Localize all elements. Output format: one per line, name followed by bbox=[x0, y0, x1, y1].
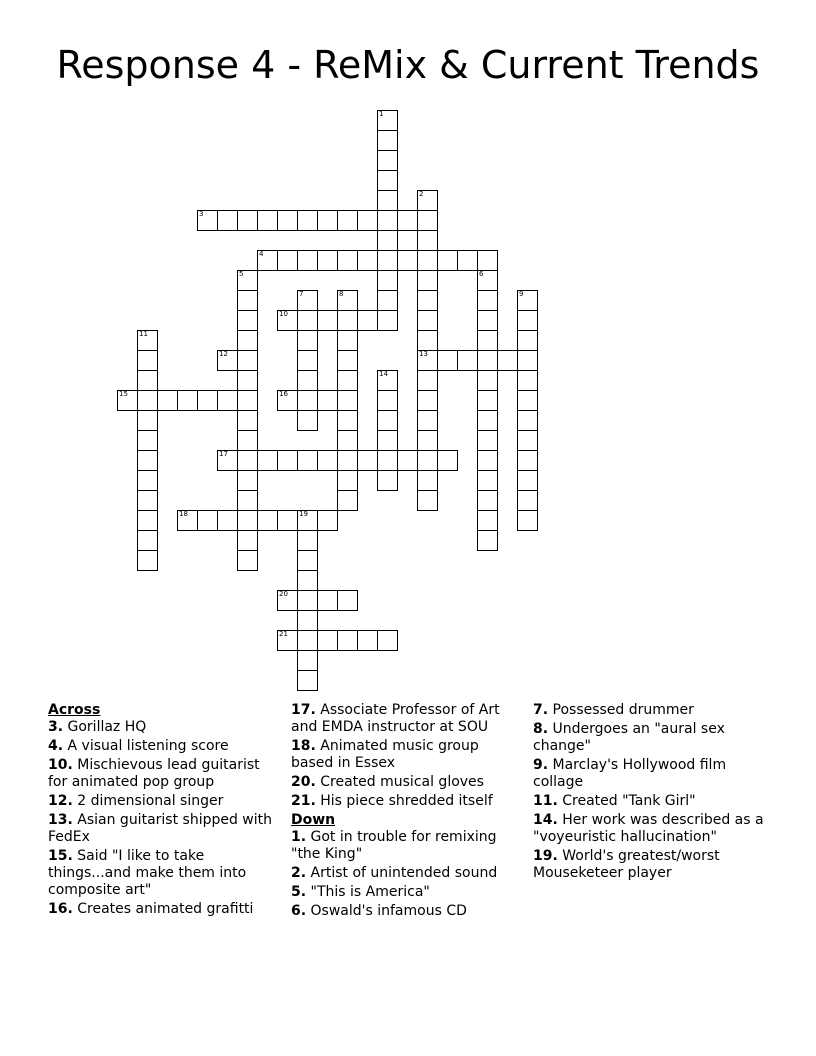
clue-number-label: 4. bbox=[48, 738, 64, 754]
grid-cell[interactable] bbox=[377, 430, 398, 451]
grid-cell[interactable] bbox=[397, 250, 418, 271]
grid-cell[interactable] bbox=[517, 370, 538, 391]
grid-cell[interactable] bbox=[297, 310, 318, 331]
grid-cell[interactable] bbox=[237, 470, 258, 491]
grid-cell[interactable] bbox=[297, 210, 318, 231]
grid-cell[interactable] bbox=[337, 250, 358, 271]
grid-cell[interactable] bbox=[417, 430, 438, 451]
grid-cell[interactable] bbox=[477, 270, 498, 291]
across-clue bbox=[291, 702, 521, 736]
clue-number-label: 17. bbox=[291, 702, 316, 718]
clue-number: 8 bbox=[339, 290, 344, 298]
grid-cell[interactable] bbox=[137, 330, 158, 351]
grid-cell[interactable] bbox=[337, 490, 358, 511]
clue-number-label: 13. bbox=[48, 812, 73, 828]
grid-cell[interactable] bbox=[277, 390, 298, 411]
down-clue bbox=[533, 721, 768, 755]
grid-cell[interactable] bbox=[357, 250, 378, 271]
clue-text: Undergoes an "aural sex change" bbox=[533, 721, 725, 754]
grid-cell[interactable] bbox=[337, 470, 358, 491]
grid-cell[interactable] bbox=[337, 450, 358, 471]
clue-text: Asian guitarist shipped with FedEx bbox=[48, 812, 273, 845]
grid-cell[interactable] bbox=[297, 370, 318, 391]
grid-cell[interactable] bbox=[257, 210, 278, 231]
grid-cell[interactable] bbox=[297, 630, 318, 651]
grid-cell[interactable] bbox=[497, 350, 518, 371]
grid-cell[interactable] bbox=[137, 530, 158, 551]
across-clue bbox=[291, 774, 521, 791]
grid-cell[interactable] bbox=[237, 450, 258, 471]
clue-text: Oswald's infamous CD bbox=[306, 903, 467, 919]
grid-cell[interactable] bbox=[477, 290, 498, 311]
grid-cell[interactable] bbox=[137, 550, 158, 571]
grid-cell[interactable] bbox=[297, 330, 318, 351]
grid-cell[interactable] bbox=[237, 270, 258, 291]
grid-cell[interactable] bbox=[137, 450, 158, 471]
clue-number: 11 bbox=[139, 330, 148, 338]
clue-text: Animated music group based in Essex bbox=[291, 738, 479, 771]
grid-cell[interactable] bbox=[277, 590, 298, 611]
grid-cell[interactable] bbox=[417, 190, 438, 211]
grid-cell[interactable] bbox=[337, 410, 358, 431]
clue-number: 15 bbox=[119, 390, 128, 398]
clue-number-label: 5. bbox=[291, 884, 307, 900]
grid-cell[interactable] bbox=[237, 330, 258, 351]
grid-cell[interactable] bbox=[417, 250, 438, 271]
grid-cell[interactable] bbox=[417, 490, 438, 511]
grid-cell[interactable] bbox=[517, 310, 538, 331]
clue-text: Marclay's Hollywood film collage bbox=[533, 757, 727, 790]
down-clue bbox=[533, 757, 768, 791]
grid-cell[interactable] bbox=[297, 650, 318, 671]
grid-cell[interactable] bbox=[297, 250, 318, 271]
across-clue-list-continued bbox=[291, 702, 521, 810]
clue-text: "This is America" bbox=[306, 884, 430, 900]
puzzle-title: Response 4 - ReMix & Current Trends bbox=[56, 43, 760, 87]
grid-cell[interactable] bbox=[377, 370, 398, 391]
down-clue bbox=[533, 702, 768, 719]
grid-cell[interactable] bbox=[317, 450, 338, 471]
clue-column-1 bbox=[48, 702, 278, 920]
clue-column-2 bbox=[291, 702, 521, 922]
grid-cell[interactable] bbox=[317, 250, 338, 271]
grid-cell[interactable] bbox=[257, 450, 278, 471]
grid-cell[interactable] bbox=[377, 290, 398, 311]
grid-cell[interactable] bbox=[137, 470, 158, 491]
grid-cell[interactable] bbox=[377, 210, 398, 231]
clue-text: Gorillaz HQ bbox=[63, 719, 147, 735]
grid-cell[interactable] bbox=[297, 450, 318, 471]
clue-number: 19 bbox=[299, 510, 308, 518]
grid-cell[interactable] bbox=[337, 630, 358, 651]
grid-cell[interactable] bbox=[457, 250, 478, 271]
grid-cell[interactable] bbox=[237, 430, 258, 451]
clue-number: 13 bbox=[419, 350, 428, 358]
clue-number: 1 bbox=[379, 110, 384, 118]
down-clue bbox=[291, 829, 521, 863]
clue-number: 17 bbox=[219, 450, 228, 458]
grid-cell[interactable] bbox=[517, 510, 538, 531]
grid-cell[interactable] bbox=[517, 330, 538, 351]
down-clue bbox=[291, 865, 521, 882]
grid-cell[interactable] bbox=[317, 510, 338, 531]
grid-cell[interactable] bbox=[517, 410, 538, 431]
grid-cell[interactable] bbox=[197, 390, 218, 411]
grid-cell[interactable] bbox=[217, 510, 238, 531]
grid-cell[interactable] bbox=[477, 370, 498, 391]
grid-cell[interactable] bbox=[337, 290, 358, 311]
grid-cell[interactable] bbox=[217, 390, 238, 411]
clue-number: 16 bbox=[279, 390, 288, 398]
grid-cell[interactable] bbox=[297, 290, 318, 311]
grid-cell[interactable] bbox=[117, 390, 138, 411]
clue-number: 4 bbox=[259, 250, 264, 258]
across-clue bbox=[48, 901, 278, 918]
grid-cell[interactable] bbox=[377, 230, 398, 251]
grid-cell[interactable] bbox=[417, 210, 438, 231]
grid-cell[interactable] bbox=[437, 250, 458, 271]
grid-cell[interactable] bbox=[237, 390, 258, 411]
grid-cell[interactable] bbox=[417, 470, 438, 491]
grid-cell[interactable] bbox=[297, 570, 318, 591]
across-clue bbox=[48, 793, 278, 810]
grid-cell[interactable] bbox=[197, 510, 218, 531]
across-clue bbox=[48, 757, 278, 791]
grid-cell[interactable] bbox=[297, 590, 318, 611]
grid-cell[interactable] bbox=[217, 350, 238, 371]
clue-number: 21 bbox=[279, 630, 288, 638]
grid-cell[interactable] bbox=[277, 210, 298, 231]
clue-number-label: 2. bbox=[291, 865, 307, 881]
grid-cell[interactable] bbox=[197, 210, 218, 231]
clue-number-label: 14. bbox=[533, 812, 558, 828]
clue-number: 12 bbox=[219, 350, 228, 358]
clue-number-label: 8. bbox=[533, 721, 549, 737]
grid-cell[interactable] bbox=[237, 290, 258, 311]
grid-cell[interactable] bbox=[437, 350, 458, 371]
grid-cell[interactable] bbox=[517, 490, 538, 511]
grid-cell[interactable] bbox=[237, 510, 258, 531]
down-clue bbox=[533, 848, 768, 882]
grid-cell[interactable] bbox=[237, 410, 258, 431]
down-clue bbox=[533, 812, 768, 846]
grid-cell[interactable] bbox=[257, 510, 278, 531]
grid-cell[interactable] bbox=[137, 510, 158, 531]
grid-cell[interactable] bbox=[317, 310, 338, 331]
grid-cell[interactable] bbox=[437, 450, 458, 471]
clue-text: A visual listening score bbox=[63, 738, 229, 754]
grid-cell[interactable] bbox=[137, 410, 158, 431]
grid-cell[interactable] bbox=[297, 350, 318, 371]
clue-text: His piece shredded itself bbox=[315, 793, 493, 809]
clue-text: Artist of unintended sound bbox=[306, 865, 498, 881]
clue-number: 3 bbox=[199, 210, 204, 218]
grid-cell[interactable] bbox=[377, 170, 398, 191]
grid-cell[interactable] bbox=[457, 350, 478, 371]
grid-cell[interactable] bbox=[337, 430, 358, 451]
clue-number: 14 bbox=[379, 370, 388, 378]
grid-cell[interactable] bbox=[297, 410, 318, 431]
clue-number-label: 16. bbox=[48, 901, 73, 917]
grid-cell[interactable] bbox=[397, 450, 418, 471]
grid-cell[interactable] bbox=[477, 310, 498, 331]
grid-cell[interactable] bbox=[377, 250, 398, 271]
grid-cell[interactable] bbox=[277, 630, 298, 651]
grid-cell[interactable] bbox=[517, 470, 538, 491]
grid-cell[interactable] bbox=[337, 210, 358, 231]
clue-column-3 bbox=[533, 702, 768, 884]
grid-cell[interactable] bbox=[237, 210, 258, 231]
grid-cell[interactable] bbox=[337, 330, 358, 351]
grid-cell[interactable] bbox=[477, 390, 498, 411]
grid-cell[interactable] bbox=[417, 270, 438, 291]
clue-number-label: 3. bbox=[48, 719, 64, 735]
down-clue bbox=[291, 903, 521, 920]
clue-number-label: 6. bbox=[291, 903, 307, 919]
clue-number-label: 11. bbox=[533, 793, 558, 809]
grid-cell[interactable] bbox=[137, 370, 158, 391]
clue-number-label: 1. bbox=[291, 829, 307, 845]
grid-cell[interactable] bbox=[237, 530, 258, 551]
grid-cell[interactable] bbox=[357, 210, 378, 231]
grid-cell[interactable] bbox=[377, 450, 398, 471]
grid-cell[interactable] bbox=[337, 590, 358, 611]
grid-cell[interactable] bbox=[377, 190, 398, 211]
clue-text: Mischievous lead guitarist for animated pop group bbox=[48, 757, 260, 790]
grid-cell[interactable] bbox=[337, 350, 358, 371]
grid-cell[interactable] bbox=[477, 450, 498, 471]
clue-number-label: 7. bbox=[533, 702, 549, 718]
grid-cell[interactable] bbox=[277, 310, 298, 331]
grid-cell[interactable] bbox=[417, 290, 438, 311]
grid-cell[interactable] bbox=[277, 250, 298, 271]
grid-cell[interactable] bbox=[317, 590, 338, 611]
clue-number-label: 15. bbox=[48, 848, 73, 864]
across-clue bbox=[48, 719, 278, 736]
clue-number-label: 10. bbox=[48, 757, 73, 773]
clue-text: World's greatest/worst Mouseketeer player bbox=[533, 848, 720, 881]
across-clue bbox=[291, 793, 521, 810]
grid-cell[interactable] bbox=[217, 450, 238, 471]
grid-cell[interactable] bbox=[317, 630, 338, 651]
clue-text: Possessed drummer bbox=[548, 702, 694, 718]
clue-text: Her work was described as a "voyeuristic hallucination" bbox=[533, 812, 764, 845]
grid-cell[interactable] bbox=[177, 390, 198, 411]
grid-cell[interactable] bbox=[237, 370, 258, 391]
grid-cell[interactable] bbox=[417, 450, 438, 471]
grid-cell[interactable] bbox=[417, 330, 438, 351]
grid-cell[interactable] bbox=[517, 450, 538, 471]
grid-cell[interactable] bbox=[157, 390, 178, 411]
grid-cell[interactable] bbox=[377, 410, 398, 431]
grid-cell[interactable] bbox=[357, 630, 378, 651]
grid-cell[interactable] bbox=[137, 350, 158, 371]
across-clue-list bbox=[48, 719, 278, 918]
grid-cell[interactable] bbox=[517, 290, 538, 311]
grid-cell[interactable] bbox=[297, 610, 318, 631]
clue-number-label: 12. bbox=[48, 793, 73, 809]
grid-cell[interactable] bbox=[417, 410, 438, 431]
grid-cell[interactable] bbox=[237, 550, 258, 571]
grid-cell[interactable] bbox=[417, 310, 438, 331]
clue-number-label: 21. bbox=[291, 793, 316, 809]
grid-cell[interactable] bbox=[297, 550, 318, 571]
grid-cell[interactable] bbox=[477, 470, 498, 491]
clue-number: 6 bbox=[479, 270, 484, 278]
clue-number: 7 bbox=[299, 290, 304, 298]
grid-cell[interactable] bbox=[137, 430, 158, 451]
clue-number: 20 bbox=[279, 590, 288, 598]
grid-cell[interactable] bbox=[377, 270, 398, 291]
grid-cell[interactable] bbox=[217, 210, 238, 231]
clue-number-label: 9. bbox=[533, 757, 549, 773]
grid-cell[interactable] bbox=[477, 350, 498, 371]
grid-cell[interactable] bbox=[477, 430, 498, 451]
grid-cell[interactable] bbox=[377, 390, 398, 411]
grid-cell[interactable] bbox=[517, 350, 538, 371]
grid-cell[interactable] bbox=[297, 510, 318, 531]
grid-cell[interactable] bbox=[337, 370, 358, 391]
grid-cell[interactable] bbox=[297, 670, 318, 691]
down-clue-list bbox=[291, 829, 521, 920]
grid-cell[interactable] bbox=[137, 490, 158, 511]
clue-text: Associate Professor of Art and EMDA instructor at SOU bbox=[291, 702, 500, 735]
grid-cell[interactable] bbox=[377, 310, 398, 331]
clue-number-label: 20. bbox=[291, 774, 316, 790]
grid-cell[interactable] bbox=[397, 210, 418, 231]
down-clue bbox=[533, 793, 768, 810]
grid-cell[interactable] bbox=[477, 250, 498, 271]
grid-cell[interactable] bbox=[477, 330, 498, 351]
grid-cell[interactable] bbox=[317, 390, 338, 411]
grid-cell[interactable] bbox=[377, 110, 398, 131]
grid-cell[interactable] bbox=[517, 430, 538, 451]
grid-cell[interactable] bbox=[377, 470, 398, 491]
grid-cell[interactable] bbox=[237, 350, 258, 371]
grid-cell[interactable] bbox=[477, 530, 498, 551]
grid-cell[interactable] bbox=[477, 510, 498, 531]
clue-number: 2 bbox=[419, 190, 424, 198]
clue-number: 18 bbox=[179, 510, 188, 518]
grid-cell[interactable] bbox=[417, 370, 438, 391]
clue-text: Creates animated grafitti bbox=[72, 901, 254, 917]
grid-cell[interactable] bbox=[377, 130, 398, 151]
clue-number: 5 bbox=[239, 270, 244, 278]
grid-cell[interactable] bbox=[237, 310, 258, 331]
grid-cell[interactable] bbox=[417, 230, 438, 251]
grid-cell[interactable] bbox=[177, 510, 198, 531]
grid-cell[interactable] bbox=[337, 310, 358, 331]
down-clue bbox=[291, 884, 521, 901]
across-clue bbox=[48, 848, 278, 899]
grid-cell[interactable] bbox=[417, 350, 438, 371]
grid-cell[interactable] bbox=[477, 490, 498, 511]
down-clue-list-continued bbox=[533, 702, 768, 882]
grid-cell[interactable] bbox=[277, 450, 298, 471]
clue-text: Created "Tank Girl" bbox=[557, 793, 696, 809]
grid-cell[interactable] bbox=[297, 390, 318, 411]
grid-cell[interactable] bbox=[277, 510, 298, 531]
grid-cell[interactable] bbox=[317, 210, 338, 231]
clue-text: Said "I like to take things...and make them into composite art" bbox=[48, 848, 247, 898]
grid-cell[interactable] bbox=[377, 630, 398, 651]
across-clue bbox=[291, 738, 521, 772]
grid-cell[interactable] bbox=[377, 150, 398, 171]
down-header: Down bbox=[291, 812, 336, 828]
grid-cell[interactable] bbox=[417, 390, 438, 411]
grid-cell[interactable] bbox=[337, 390, 358, 411]
clue-number: 9 bbox=[519, 290, 524, 298]
grid-cell[interactable] bbox=[517, 390, 538, 411]
clue-text: Created musical gloves bbox=[315, 774, 484, 790]
grid-cell[interactable] bbox=[357, 310, 378, 331]
across-clue bbox=[48, 812, 278, 846]
clue-text: Got in trouble for remixing "the King" bbox=[291, 829, 497, 862]
grid-cell[interactable] bbox=[477, 410, 498, 431]
across-header: Across bbox=[48, 702, 101, 718]
grid-cell[interactable] bbox=[297, 530, 318, 551]
grid-cell[interactable] bbox=[137, 390, 158, 411]
clue-number: 10 bbox=[279, 310, 288, 318]
grid-cell[interactable] bbox=[257, 250, 278, 271]
grid-cell[interactable] bbox=[357, 450, 378, 471]
clue-number-label: 19. bbox=[533, 848, 558, 864]
clue-number-label: 18. bbox=[291, 738, 316, 754]
grid-cell[interactable] bbox=[237, 490, 258, 511]
across-clue bbox=[48, 738, 278, 755]
clue-text: 2 dimensional singer bbox=[72, 793, 224, 809]
